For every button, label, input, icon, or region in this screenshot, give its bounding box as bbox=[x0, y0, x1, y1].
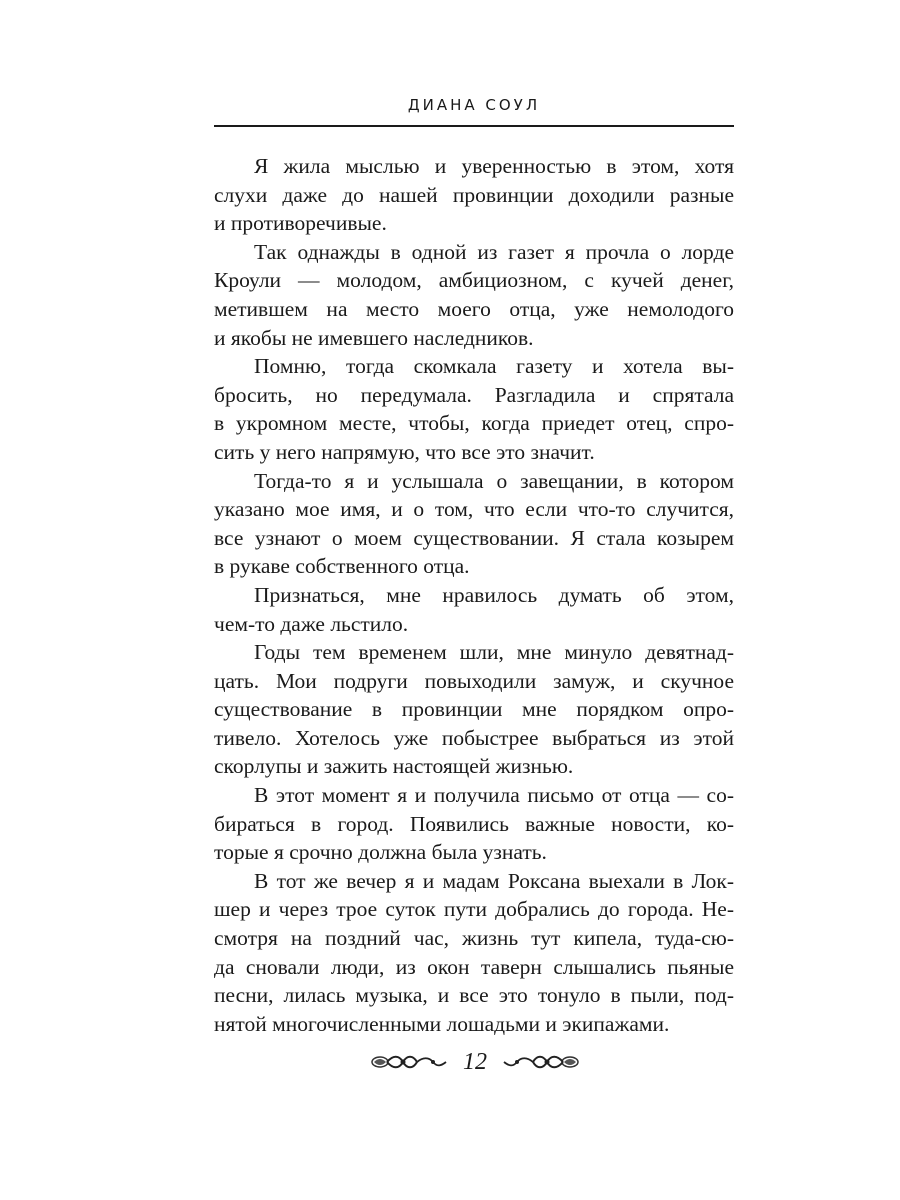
header-rule bbox=[214, 125, 734, 127]
text-line: Я жила мыслью и уверенностью в этом, хотя bbox=[254, 154, 734, 178]
paragraph bbox=[214, 152, 734, 238]
text-line: Так однажды в одной из газет я прочла о лорде bbox=[254, 239, 734, 264]
text-line: Признаться, мне нравилось думать об этом, bbox=[254, 582, 734, 607]
text-line: В тот же вечер я и мадам Роксана выехали в Лок- bbox=[254, 868, 734, 893]
text-line: слухи даже до нашей провинции доходили разные bbox=[214, 182, 734, 207]
text-line: бросить, но передумала. Разгладила и спрятала bbox=[214, 382, 734, 407]
text-line: нятой многочисленными лошадьми и экипажами. bbox=[214, 1011, 670, 1036]
text-line: существование в провинции мне порядком опро- bbox=[214, 697, 734, 722]
text-line: Кроули — молодом, амбициозном, с кучей денег, bbox=[214, 268, 734, 293]
ornament-left-icon bbox=[371, 1051, 447, 1073]
text-line: и якобы не имевшего наследников. bbox=[214, 325, 534, 350]
text-line: и противоречивые. bbox=[214, 211, 387, 236]
text-line: смотря на поздний час, жизнь тут кипела, туда-сю- bbox=[214, 926, 734, 951]
text-line: указано мое имя, и о том, что если что-то случится, bbox=[214, 497, 734, 522]
body-text bbox=[214, 152, 734, 1038]
text-line: бираться в город. Появились важные новости, ко- bbox=[214, 811, 734, 836]
text-line: песни, лилась музыка, и все это тонуло в пыли, под- bbox=[214, 983, 734, 1008]
text-line: тивело. Хотелось уже побыстрее выбраться из этой bbox=[214, 725, 734, 750]
paragraph bbox=[214, 467, 734, 581]
text-line: все узнают о моем существовании. Я стала козырем bbox=[214, 525, 734, 550]
text-line: торые я срочно должна была узнать. bbox=[214, 840, 547, 865]
page-footer bbox=[350, 1044, 600, 1080]
text-line: Тогда-то я и услышала о завещании, в котором bbox=[254, 468, 734, 493]
text-line: сить у него напрямую, что все это значит. bbox=[214, 439, 595, 464]
text-line: скорлупы и зажить настоящей жизнью. bbox=[214, 754, 574, 779]
text-line: Помню, тогда скомкала газету и хотела вы- bbox=[254, 354, 734, 379]
text-line: в рукаве собственного отца. bbox=[214, 554, 470, 579]
paragraph bbox=[214, 781, 734, 867]
text-line: метившем на место моего отца, уже немолодого bbox=[214, 296, 734, 321]
ornament-right-icon bbox=[503, 1051, 579, 1073]
page-number: 12 bbox=[463, 1048, 487, 1075]
text-line: шер и через трое суток пути добрались до города. Не- bbox=[214, 897, 734, 922]
paragraph bbox=[214, 638, 734, 781]
paragraph bbox=[214, 238, 734, 352]
running-head: ДИАНА СОУЛ bbox=[407, 96, 541, 114]
text-line: В этот момент я и получила письмо от отца — со- bbox=[254, 783, 734, 808]
text-line: в укромном месте, чтобы, когда приедет отец, спро- bbox=[214, 411, 734, 436]
paragraph bbox=[214, 581, 734, 638]
paragraph bbox=[214, 352, 734, 466]
paragraph bbox=[214, 867, 734, 1039]
text-line: цать. Мои подруги повыходили замуж, и скучное bbox=[214, 668, 734, 693]
text-line: чем-то даже льстило. bbox=[214, 611, 409, 636]
text-line: да сновали люди, из окон таверн слышались пьяные bbox=[214, 954, 734, 979]
text-line: Годы тем временем шли, мне минуло девятнад- bbox=[254, 640, 734, 665]
